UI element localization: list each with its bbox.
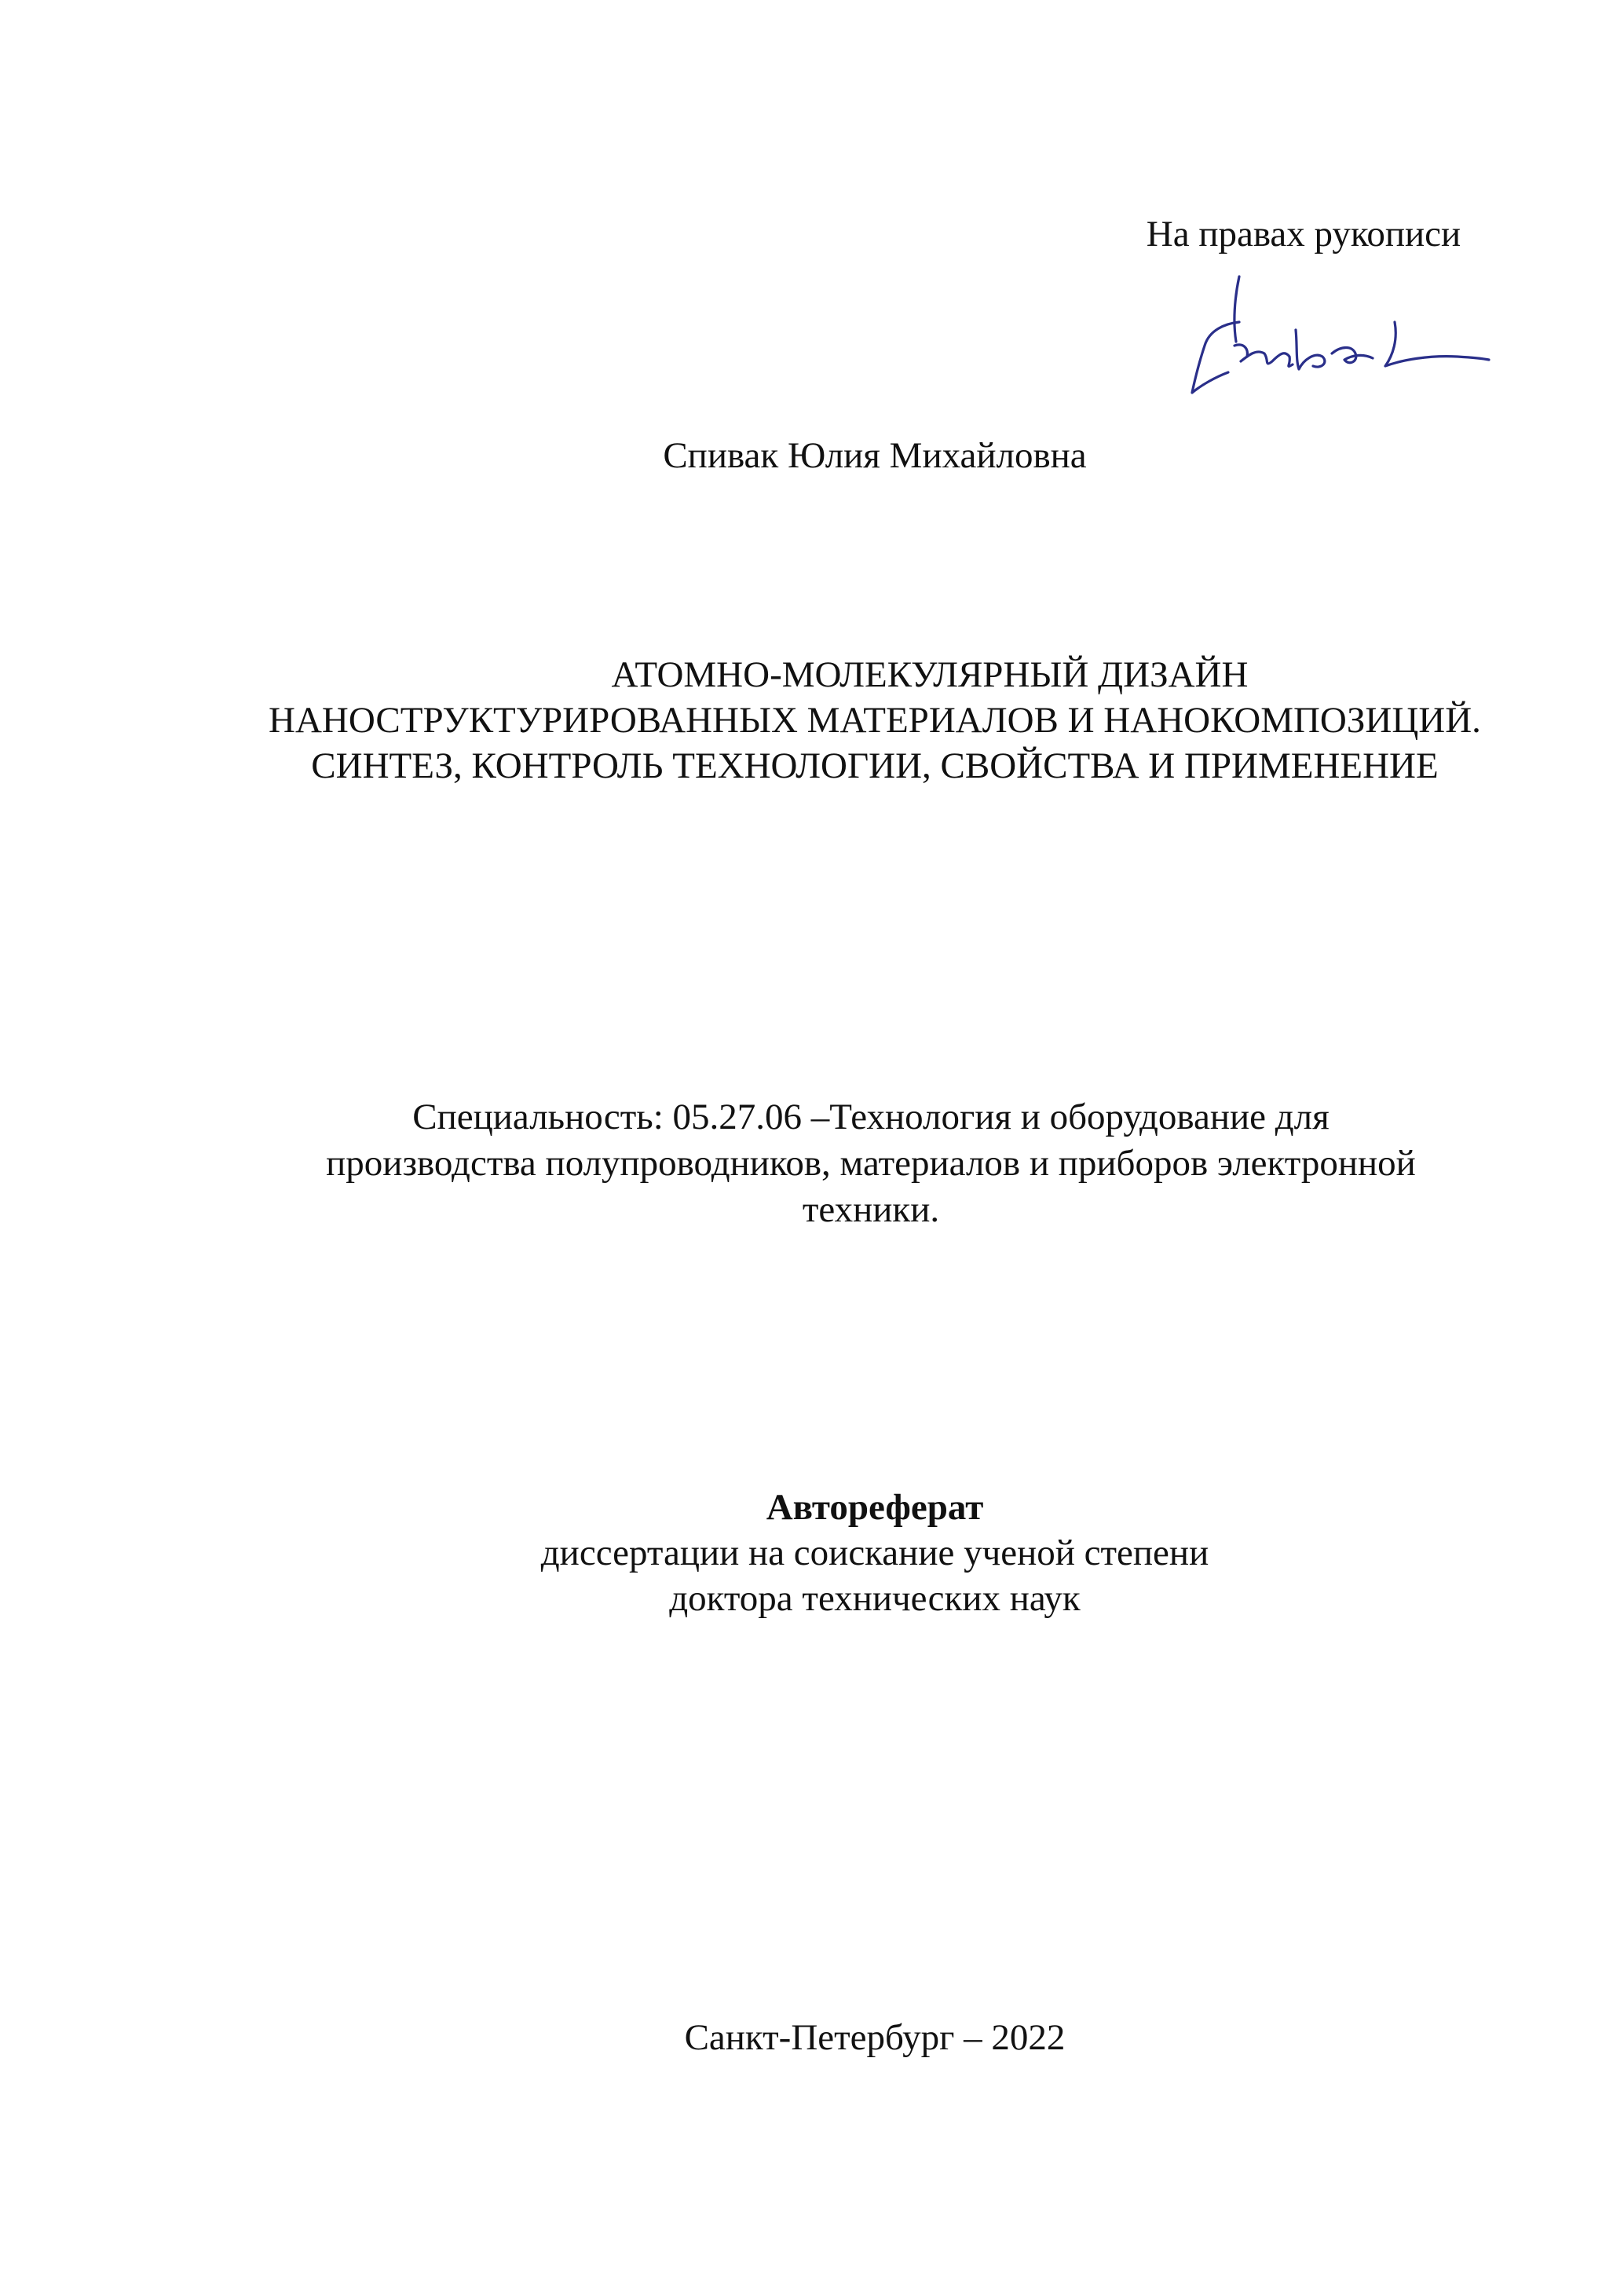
author-signature	[1147, 267, 1492, 416]
specialty-line: производства полупроводников, материалов и приборов электронной	[326, 1143, 1416, 1184]
title-line: НАНОСТРУКТУРИРОВАННЫХ МАТЕРИАЛОВ И НАНОКОМПОЗИЦИЙ.	[269, 700, 1481, 741]
specialty-line: техники.	[802, 1189, 940, 1230]
place-and-year: Санкт-Петербург – 2022	[684, 2017, 1066, 2058]
author-name: Спивак Юлия Михайловна	[663, 435, 1087, 476]
manuscript-note: На правах рукописи	[1146, 214, 1461, 255]
dissertation-title	[63, 652, 1624, 789]
abstract-line: доктора технических наук	[669, 1578, 1081, 1619]
title-line: АТОМНО-МОЛЕКУЛЯРНЫЙ ДИЗАЙН	[611, 654, 1249, 695]
title-line: СИНТЕЗ, КОНТРОЛЬ ТЕХНОЛОГИИ, СВОЙСТВА И ПРИМЕНЕНИЕ	[311, 745, 1439, 786]
abstract-line: диссертации на соискание ученой степени	[540, 1532, 1209, 1573]
specialty	[59, 1094, 1624, 1233]
abstract-heading: Автореферат	[766, 1487, 984, 1528]
specialty-line: Специальность: 05.27.06 –Технология и оборудование для	[412, 1097, 1330, 1137]
abstract-block	[63, 1485, 1624, 1621]
